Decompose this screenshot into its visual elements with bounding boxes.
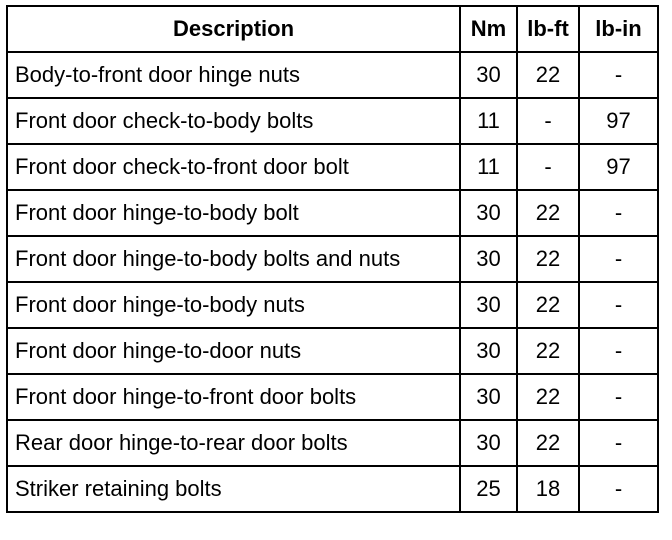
cell-lb-ft: 22 xyxy=(517,190,579,236)
table-row xyxy=(7,98,658,144)
cell-lb-in: 97 xyxy=(579,144,658,190)
cell-nm: 11 xyxy=(460,144,517,190)
table-header-row xyxy=(7,6,658,52)
cell-nm: 30 xyxy=(460,236,517,282)
cell-nm: 30 xyxy=(460,328,517,374)
table-row xyxy=(7,144,658,190)
cell-lb-in: 97 xyxy=(579,98,658,144)
fastener-torque-table xyxy=(6,5,659,513)
table-row xyxy=(7,466,658,512)
cell-lb-ft: 22 xyxy=(517,328,579,374)
cell-lb-ft: 22 xyxy=(517,236,579,282)
header-lb-in: lb-in xyxy=(579,6,658,52)
cell-lb-in: - xyxy=(579,420,658,466)
cell-nm: 30 xyxy=(460,374,517,420)
table-row xyxy=(7,374,658,420)
cell-lb-in: - xyxy=(579,190,658,236)
cell-lb-in: - xyxy=(579,282,658,328)
cell-description: Front door hinge-to-body nuts xyxy=(7,282,460,328)
cell-nm: 25 xyxy=(460,466,517,512)
cell-lb-ft: 22 xyxy=(517,374,579,420)
cell-lb-in: - xyxy=(579,328,658,374)
cell-lb-ft: - xyxy=(517,98,579,144)
cell-lb-ft: 22 xyxy=(517,282,579,328)
cell-description: Body-to-front door hinge nuts xyxy=(7,52,460,98)
table-row xyxy=(7,282,658,328)
cell-nm: 11 xyxy=(460,98,517,144)
table-row xyxy=(7,328,658,374)
cell-lb-ft: 22 xyxy=(517,420,579,466)
cell-lb-ft: 22 xyxy=(517,52,579,98)
table-body xyxy=(7,52,658,512)
cell-lb-in: - xyxy=(579,52,658,98)
header-lb-ft: lb-ft xyxy=(517,6,579,52)
cell-lb-in: - xyxy=(579,236,658,282)
cell-description: Front door hinge-to-body bolts and nuts xyxy=(7,236,460,282)
cell-nm: 30 xyxy=(460,52,517,98)
cell-lb-in: - xyxy=(579,466,658,512)
cell-lb-in: - xyxy=(579,374,658,420)
cell-description: Front door hinge-to-body bolt xyxy=(7,190,460,236)
table-row xyxy=(7,190,658,236)
header-nm: Nm xyxy=(460,6,517,52)
cell-nm: 30 xyxy=(460,420,517,466)
cell-lb-ft: 18 xyxy=(517,466,579,512)
cell-description: Front door hinge-to-front door bolts xyxy=(7,374,460,420)
cell-lb-ft: - xyxy=(517,144,579,190)
cell-description: Front door check-to-body bolts xyxy=(7,98,460,144)
table-row xyxy=(7,52,658,98)
header-description: Description xyxy=(7,6,460,52)
cell-nm: 30 xyxy=(460,190,517,236)
cell-description: Rear door hinge-to-rear door bolts xyxy=(7,420,460,466)
cell-description: Striker retaining bolts xyxy=(7,466,460,512)
table-row xyxy=(7,420,658,466)
cell-description: Front door hinge-to-door nuts xyxy=(7,328,460,374)
cell-description: Front door check-to-front door bolt xyxy=(7,144,460,190)
cell-nm: 30 xyxy=(460,282,517,328)
table-row xyxy=(7,236,658,282)
